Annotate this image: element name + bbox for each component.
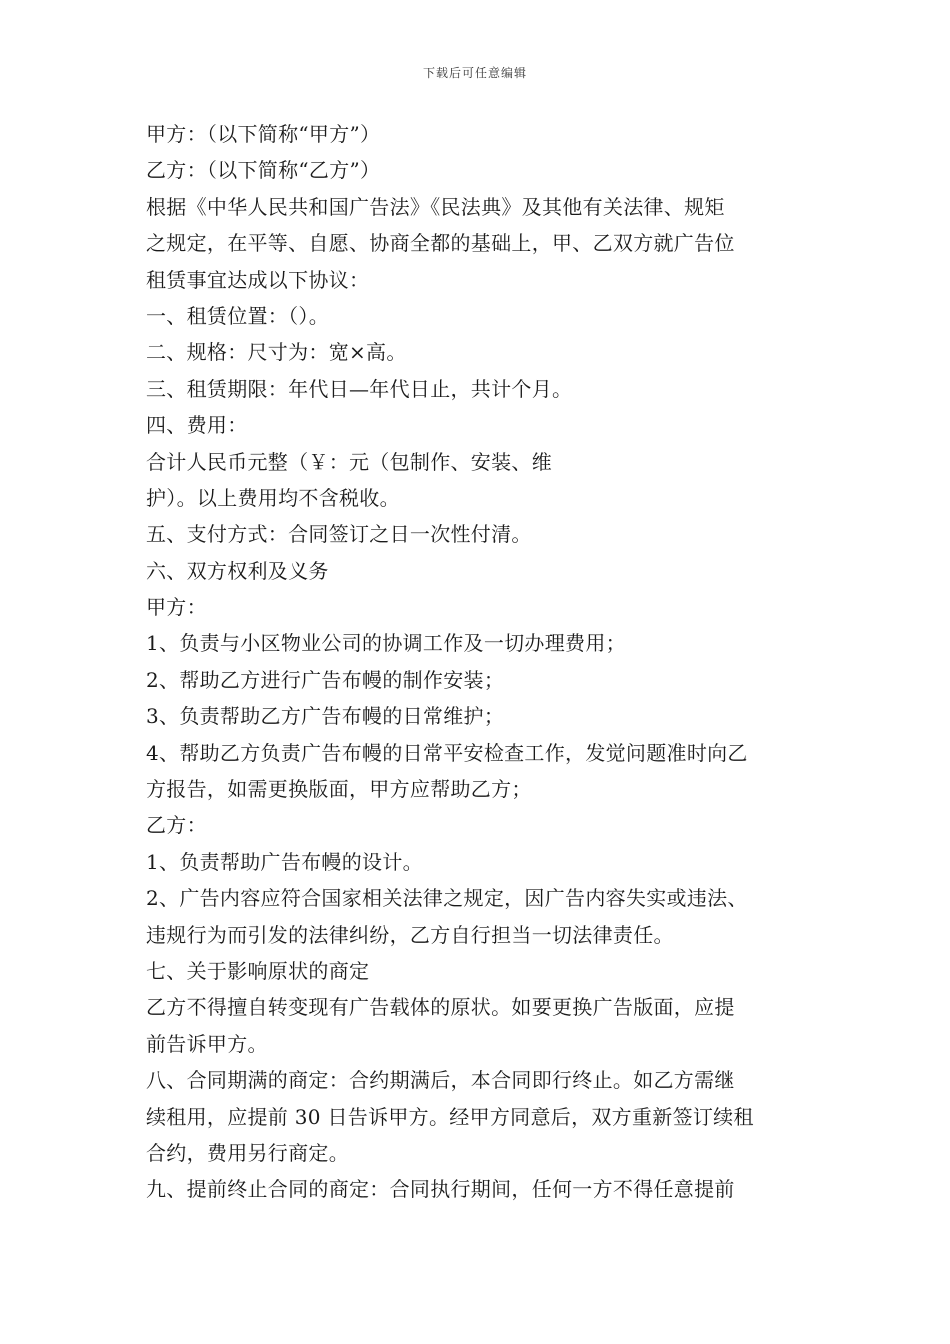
clause-rights-heading: 六、双方权利及义务: [146, 558, 329, 583]
clause-location: 一、租赁位置：（）。: [146, 303, 329, 328]
clause-original-state: 前告诉甲方。: [146, 1031, 268, 1056]
document-body: [146, 116, 808, 1208]
party-b-item: 违规行为而引发的法律纠纷，乙方自行担当一切法律责任。: [146, 922, 674, 947]
party-a-item: 3、负责帮助乙方广告布幔的日常维护；: [146, 704, 505, 729]
clause-expiry: 八、合同期满的商定：合约期满后，本合同即行终止。如乙方需继: [146, 1068, 735, 1093]
clause-fee-heading: 四、费用：: [146, 413, 248, 438]
preamble-line: 租赁事宜达成以下协议：: [146, 267, 370, 292]
clause-fee-line: 护）。以上费用均不含税收。: [146, 485, 400, 510]
preamble-line: 根据《中华人民共和国广告法》《民法典》及其他有关法律、规矩: [146, 194, 725, 219]
party-a-subheading: 甲方：: [146, 595, 207, 620]
clause-expiry: 续租用，应提前 30 日告诉甲方。经甲方同意后，双方重新签订续租: [146, 1104, 754, 1129]
preamble-line: 之规定，在平等、自愿、协商全都的基础上，甲、乙双方就广告位: [146, 231, 735, 256]
clause-termination: 九、提前终止合同的商定：合同执行期间，任何一方不得任意提前: [146, 1177, 735, 1202]
party-b-line: 乙方：（以下简称“乙方”）: [146, 158, 381, 183]
party-a-item: 1、负责与小区物业公司的协调工作及一切办理费用；: [146, 631, 626, 656]
clause-payment: 五、支付方式：合同签订之日一次性付清。: [146, 522, 532, 547]
page-header: 下载后可任意编辑: [422, 66, 527, 80]
clause-original-state: 乙方不得擅自转变现有广告载体的原状。如要更换广告版面，应提: [146, 995, 735, 1020]
party-b-item: 2、广告内容应符合国家相关法律之规定，因广告内容失实或违法、: [146, 886, 748, 911]
clause-original-state-heading: 七、关于影响原状的商定: [146, 958, 370, 983]
party-b-subheading: 乙方：: [146, 813, 207, 838]
clause-expiry: 合约，费用另行商定。: [146, 1140, 349, 1165]
party-a-item: 方报告，如需更换版面，甲方应帮助乙方；: [146, 777, 532, 802]
clause-specification: 二、规格：尺寸为：宽×高。: [146, 340, 407, 365]
party-a-line: 甲方：（以下简称“甲方”）: [146, 122, 381, 146]
party-a-item: 2、帮助乙方进行广告布幔的制作安装；: [146, 667, 505, 692]
clause-term: 三、租赁期限：年代日—年代日止，共计个月。: [146, 376, 573, 401]
party-b-item: 1、负责帮助广告布幔的设计。: [146, 849, 423, 874]
clause-fee-line: 合计人民币元整（￥：元（包制作、安装、维: [146, 449, 552, 474]
party-a-item: 4、帮助乙方负责广告布幔的日常平安检查工作，发觉问题准时向乙: [146, 740, 748, 765]
